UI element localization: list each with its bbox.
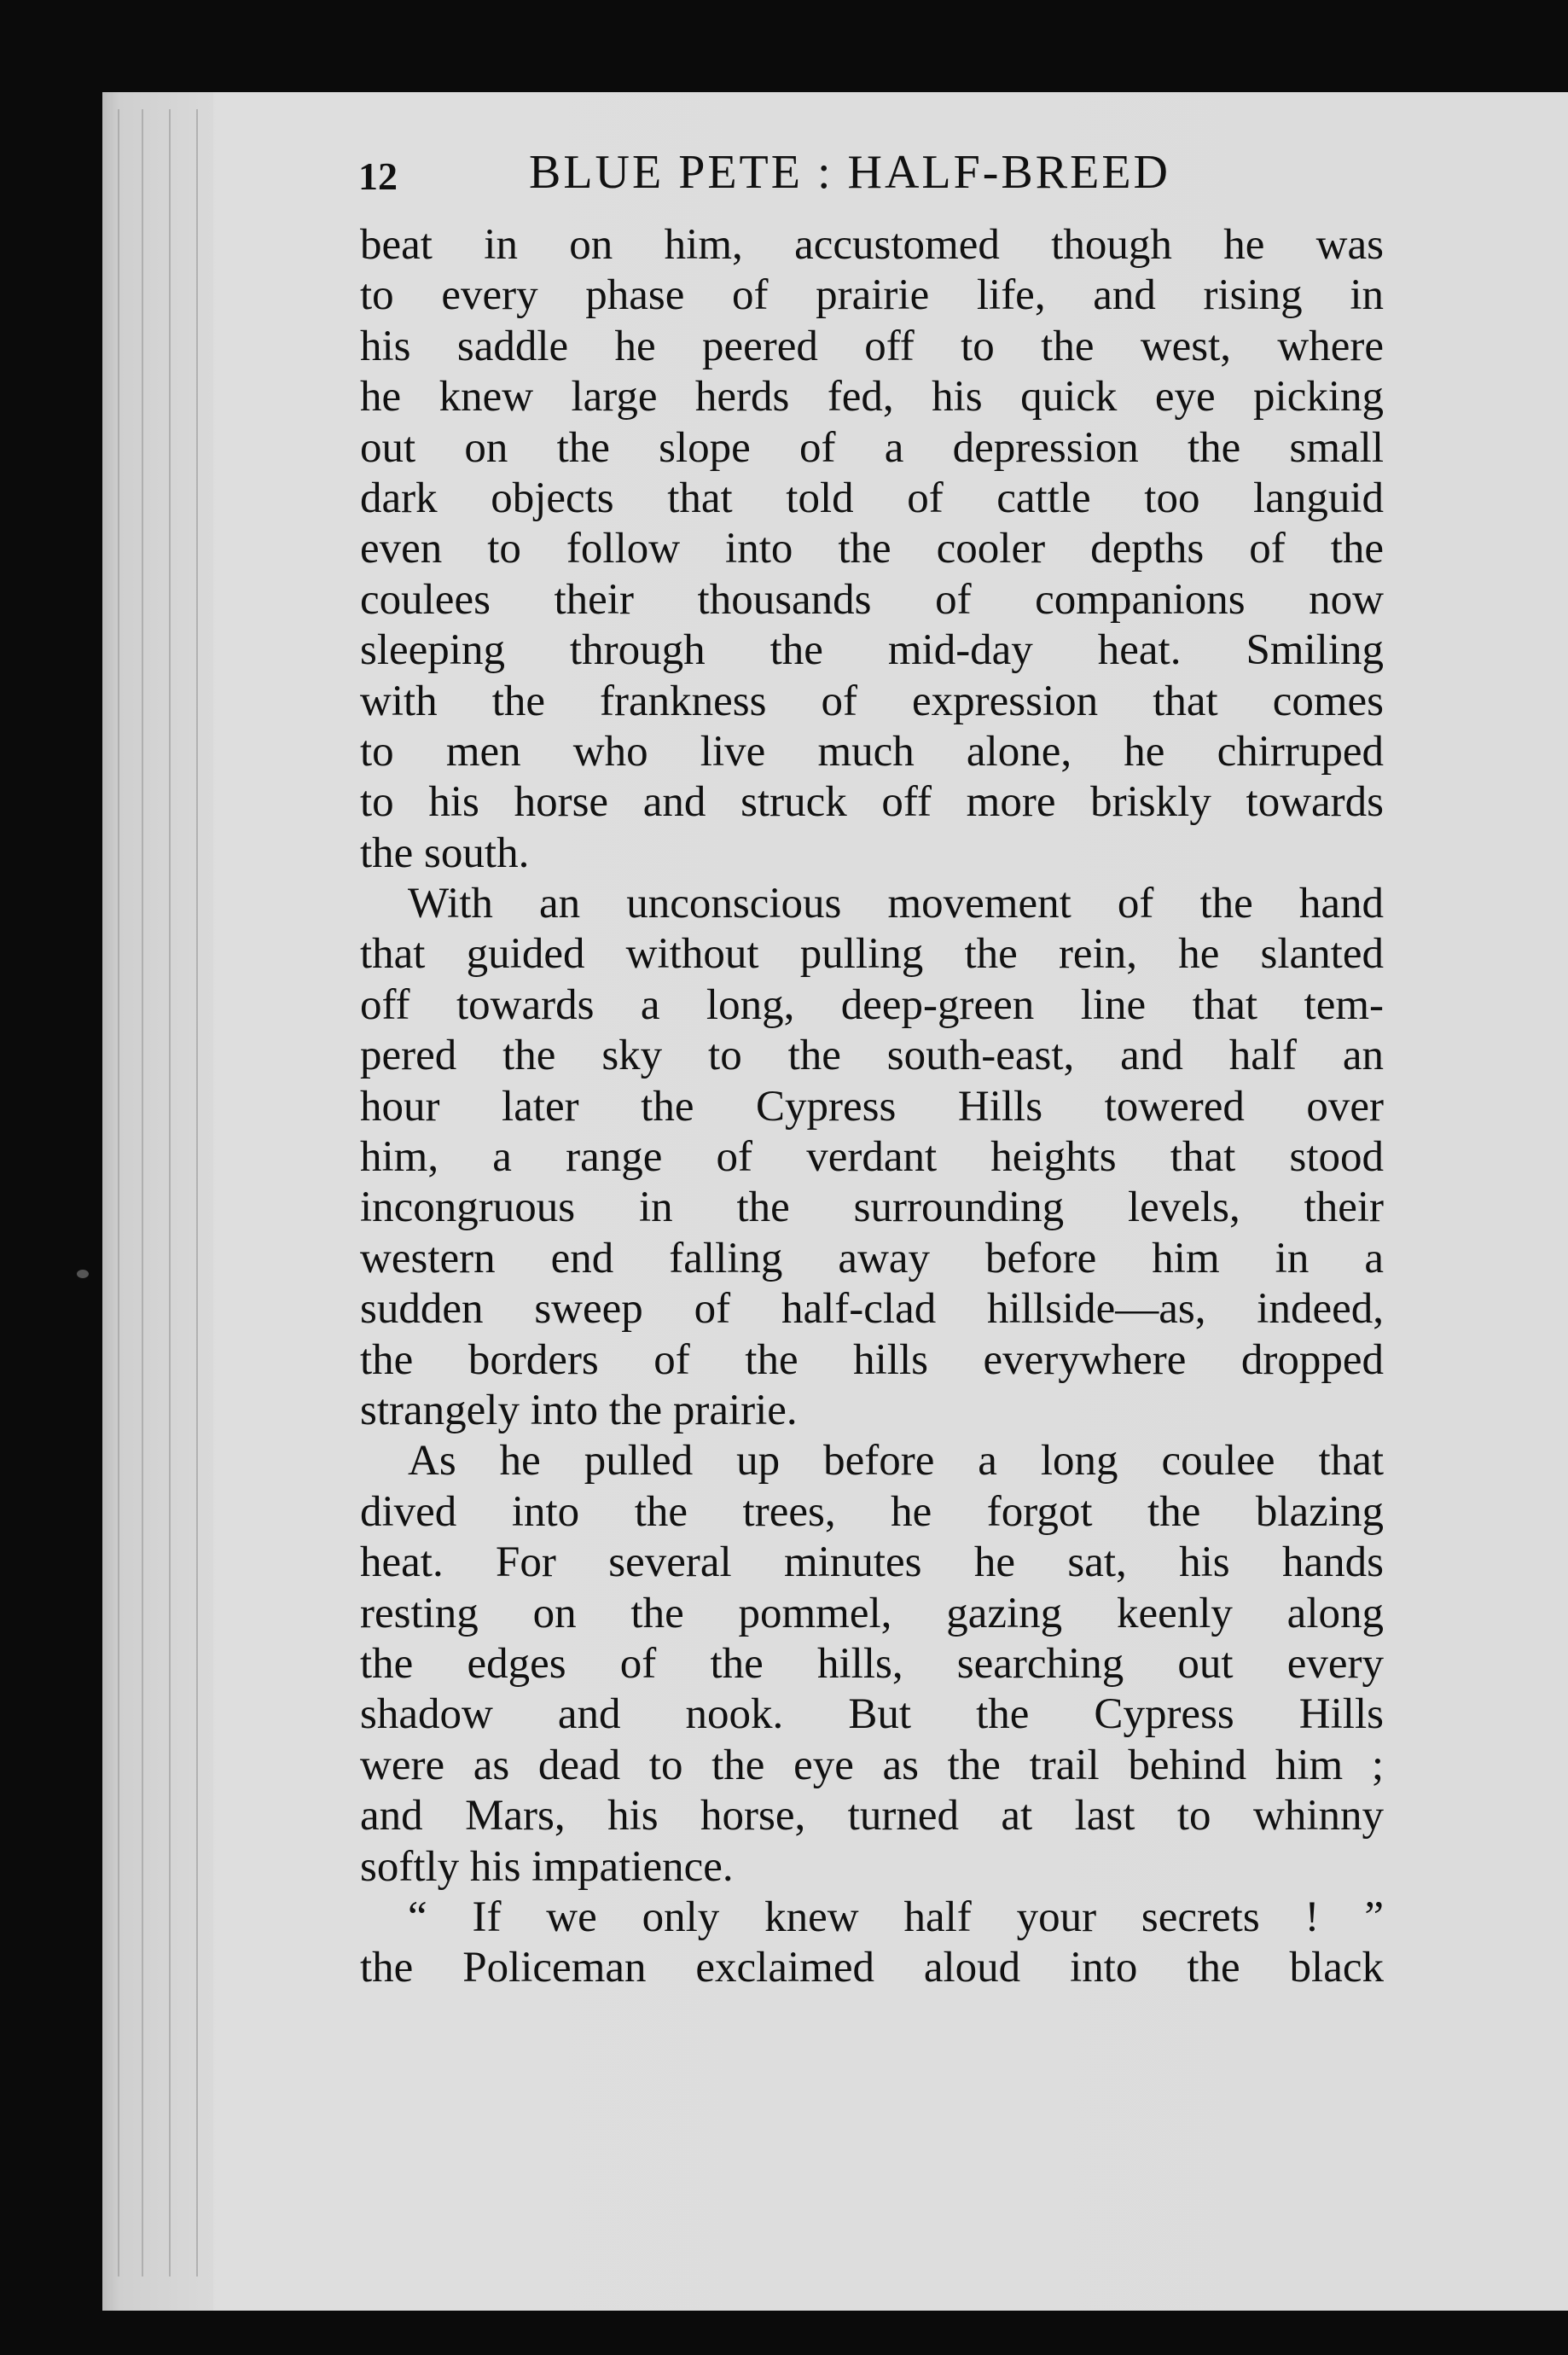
text-line: resting on the pommel, gazing keenly along	[360, 1589, 1384, 1637]
text-line: strangely into the prairie.	[360, 1386, 798, 1434]
text-line: with the frankness of expression that comes	[360, 677, 1384, 725]
text-line: were as dead to the eye as the trail behind him ;	[360, 1741, 1384, 1789]
text-line: the Policeman exclaimed aloud into the black	[360, 1944, 1384, 1992]
page-gutter	[102, 92, 213, 2311]
text-line: beat in on him, accustomed though he was	[360, 221, 1384, 269]
text-line: the edges of the hills, searching out every	[360, 1639, 1384, 1688]
text-line: sleeping through the mid-day heat. Smiling	[360, 626, 1384, 675]
text-line: shadow and nook. But the Cypress Hills	[360, 1690, 1384, 1739]
text-line: “ If we only knew half your secrets ! ”	[408, 1893, 1384, 1941]
gutter-line	[169, 109, 171, 2276]
text-line: heat. For several minutes he sat, his hands	[360, 1538, 1384, 1587]
body-text	[360, 220, 1384, 1994]
text-line: dark objects that told of cattle too languid	[360, 474, 1384, 522]
text-line: he knew large herds fed, his quick eye picking	[360, 373, 1384, 422]
page-number: 12	[358, 154, 398, 198]
running-title: BLUE PETE : HALF-BREED	[529, 146, 1170, 199]
scan-speck	[77, 1270, 89, 1278]
text-line: that guided without pulling the rein, he slanted	[360, 930, 1384, 979]
text-line: even to follow into the cooler depths of the	[360, 525, 1384, 573]
page-header	[358, 145, 1365, 213]
scan-bottom-edge	[102, 2311, 1568, 2355]
text-line: sudden sweep of half-clad hillside—as, indeed,	[360, 1285, 1384, 1334]
text-line: him, a range of verdant heights that stood	[360, 1133, 1384, 1182]
text-line: softly his impatience.	[360, 1842, 734, 1891]
text-line: the borders of the hills everywhere dropped	[360, 1335, 1384, 1384]
text-line: to his horse and struck off more briskly towards	[360, 778, 1384, 827]
text-line: As he pulled up before a long coulee that	[408, 1437, 1384, 1486]
text-line: off towards a long, deep-green line that tem-	[360, 980, 1384, 1029]
text-line: pered the sky to the south-east, and half an	[360, 1032, 1384, 1080]
text-line: his saddle he peered off to the west, where	[360, 322, 1384, 370]
gutter-line	[196, 109, 198, 2276]
text-line: coulees their thousands of companions now	[360, 575, 1384, 624]
gutter-line	[118, 109, 119, 2276]
text-line: out on the slope of a depression the small	[360, 423, 1384, 472]
text-line: With an unconscious movement of the hand	[408, 880, 1384, 928]
text-line: hour later the Cypress Hills towered over	[360, 1082, 1384, 1131]
text-line: incongruous in the surrounding levels, their	[360, 1183, 1384, 1232]
text-line: and Mars, his horse, turned at last to whinny	[360, 1792, 1384, 1840]
text-line: western end falling away before him in a	[360, 1234, 1384, 1282]
text-line: to every phase of prairie life, and rising in	[360, 271, 1384, 320]
text-line: dived into the trees, he forgot the blazing	[360, 1487, 1384, 1536]
text-line: the south.	[360, 829, 530, 877]
gutter-line	[142, 109, 143, 2276]
text-line: to men who live much alone, he chirruped	[360, 727, 1384, 776]
